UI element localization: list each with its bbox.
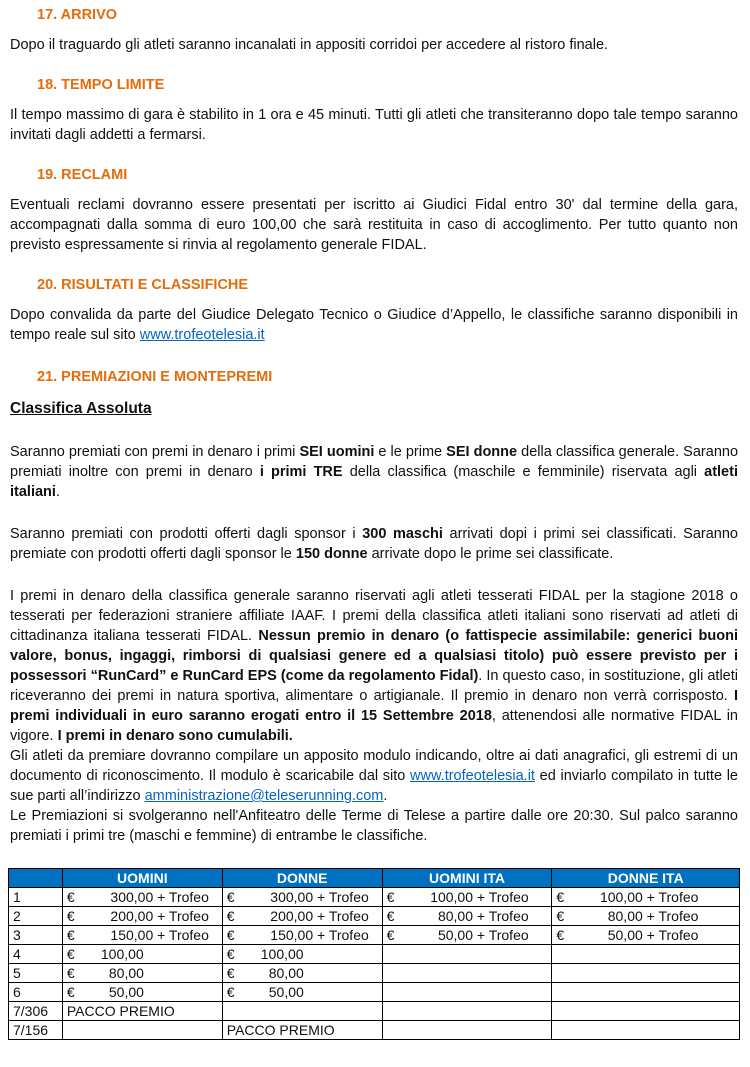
section-18-text: Il tempo massimo di gara è stabilito in 1 ora e 45 minuti. Tutti gli atleti che transiteranno dopo tale tempo saranno invitati dagli addetti a fermarsi.	[10, 107, 738, 143]
table-cell-prize	[382, 945, 552, 964]
table-cell-prize	[552, 926, 740, 945]
prize-label: PACCO PREMIO	[226, 1022, 335, 1038]
table-cell-prize	[552, 983, 740, 1002]
table-cell-prize	[222, 964, 382, 983]
euro-sign: €	[226, 889, 235, 905]
p3-bold-2: I premi individuali in euro saranno erogati entro il 15 Settembre 2018	[10, 688, 738, 724]
prize-amount: 300,00 + Trofeo	[110, 889, 209, 905]
p1-bold-3: i primi TRE	[259, 464, 343, 480]
table-cell-prize	[222, 907, 382, 926]
table-row	[9, 926, 740, 945]
p2-text-d: arrivate dopo le prime sei classificate.	[367, 546, 614, 562]
section-17-text: Dopo il traguardo gli atleti saranno incanalati in appositi corridoi per accedere al ristoro finale.	[10, 37, 609, 53]
table-cell-prize	[552, 945, 740, 964]
table-cell-prize	[382, 1021, 552, 1040]
table-row	[9, 983, 740, 1002]
p1-text-c: e le prime	[374, 444, 447, 460]
table-cell-prize	[382, 888, 552, 907]
p3-bold-3: I premi in denaro sono cumulabili.	[57, 728, 293, 744]
prize-amount: 200,00 + Trofeo	[110, 908, 209, 924]
table-cell-prize	[222, 926, 382, 945]
section-19-title: 19. RECLAMI	[37, 167, 128, 183]
table-cell-prize	[552, 964, 740, 983]
euro-sign: €	[226, 984, 235, 1000]
euro-sign: €	[556, 889, 565, 905]
paragraph-1	[10, 442, 738, 502]
euro-sign: €	[66, 965, 75, 981]
table-cell-prize	[552, 1021, 740, 1040]
prize-amount: 100,00 + Trofeo	[430, 889, 529, 905]
p2-bold-1: 300 maschi	[362, 526, 443, 542]
paragraph-2	[10, 524, 738, 564]
table-cell-prize	[62, 1002, 222, 1021]
header-empty	[9, 869, 63, 888]
section-20-text	[10, 305, 738, 345]
prize-amount: 100,00	[100, 946, 144, 962]
prize-table	[8, 868, 740, 1040]
table-cell-prize	[552, 907, 740, 926]
table-cell-position: 7/156	[9, 1021, 63, 1040]
euro-sign: €	[66, 927, 75, 943]
table-row	[9, 945, 740, 964]
prize-amount: 50,00 + Trofeo	[437, 927, 529, 943]
table-cell-prize	[382, 983, 552, 1002]
header-uomini-ita: UOMINI ITA	[382, 869, 552, 888]
p1-bold-4: atleti italiani	[10, 464, 738, 500]
p2-text-a: Saranno premiati con prodotti offerti dagli sponsor i	[10, 526, 363, 542]
table-cell-position: 3	[9, 926, 63, 945]
table-cell-prize	[222, 945, 382, 964]
table-cell-prize	[382, 926, 552, 945]
table-cell-prize	[222, 888, 382, 907]
prize-amount: 150,00 + Trofeo	[110, 927, 209, 943]
trofeotelesia-link[interactable]: www.trofeotelesia.it	[139, 327, 265, 343]
p1-text-f: .	[55, 484, 60, 500]
section-17-title: 17. ARRIVO	[37, 7, 118, 23]
header-donne: DONNE	[222, 869, 382, 888]
table-cell-prize	[222, 1021, 382, 1040]
euro-sign: €	[66, 889, 75, 905]
prize-amount: 80,00 + Trofeo	[437, 908, 529, 924]
table-cell-prize	[62, 926, 222, 945]
table-cell-prize	[552, 1002, 740, 1021]
prize-amount: 50,00	[268, 984, 304, 1000]
prize-amount: 50,00 + Trofeo	[607, 927, 699, 943]
table-cell-prize	[62, 907, 222, 926]
p1-text-d: della classifica generale. Saranno premiati inoltre con premi in denaro	[10, 444, 739, 480]
header-donne-ita: DONNE ITA	[552, 869, 740, 888]
trofeotelesia-link-2[interactable]: www.trofeotelesia.it	[410, 768, 535, 784]
table-row	[9, 907, 740, 926]
p4-text-b: ed inviarlo compilato in tutte le sue parti all’indirizzo	[10, 768, 738, 804]
section-18-title: 18. TEMPO LIMITE	[37, 77, 165, 93]
p1-text-e: della classifica (maschile e femminile) riservata agli	[342, 464, 705, 480]
p3-bold-1: Nessun premio in denaro (o fattispecie assimilabile: generici buoni valore, bonus, ingaggi, rimborsi di qualsiasi genere ed a qualsiasi titolo) può essere previsto per i possessori “RunCard” e RunCard EPS (come da regolamento Fidal)	[10, 628, 738, 684]
p3-text-a: I premi in denaro della classifica generale saranno riservati agli atleti tesserati FIDAL per la stagione 2018 o tesserati per federazioni straniere affiliate IAAF. I premi della classifica atleti italiani sono riservati ad atleti di cittadinanza italiana tesserati FIDAL.	[10, 588, 738, 644]
prize-amount: 100,00 + Trofeo	[599, 889, 699, 905]
section-20-title: 20. RISULTATI E CLASSIFICHE	[37, 277, 249, 293]
p4-text-a: Gli atleti da premiare dovranno compilare un apposito modulo indicando, oltre ai dati anagrafici, gli estremi di un documento di riconoscimento. Il modulo è scaricabile dal sito	[10, 748, 738, 784]
table-cell-prize	[382, 1002, 552, 1021]
p3-text-d: , attenendosi alle normative FIDAL in vigore.	[10, 708, 738, 744]
euro-sign: €	[556, 927, 565, 943]
table-cell-prize	[62, 888, 222, 907]
prize-amount: 80,00 + Trofeo	[607, 908, 699, 924]
p1-bold-2: SEI donne	[446, 444, 518, 460]
table-cell-prize	[552, 888, 740, 907]
table-row	[9, 1021, 740, 1040]
table-cell-prize	[222, 1002, 382, 1021]
prize-label: PACCO PREMIO	[66, 1003, 175, 1019]
paragraph-5: Le Premiazioni si svolgeranno nell'Anfiteatro delle Terme di Telese a partire dalle ore 20:30. Sul palco saranno premiati i primi tre (maschi e femmine) di entrambe le classifiche.	[10, 808, 738, 844]
table-cell-position: 6	[9, 983, 63, 1002]
table-row	[9, 888, 740, 907]
euro-sign: €	[226, 908, 235, 924]
euro-sign: €	[66, 908, 75, 924]
table-cell-prize	[382, 907, 552, 926]
table-cell-prize	[62, 964, 222, 983]
p1-bold-1: SEI uomini	[299, 444, 375, 460]
table-cell-prize	[62, 1021, 222, 1040]
p2-bold-2: 150 donne	[295, 546, 368, 562]
p4-text-c: .	[383, 788, 388, 804]
email-link[interactable]: amministrazione@teleserunning.com	[144, 788, 384, 804]
p1-text-a: Saranno premiati con premi in denaro i primi	[10, 444, 300, 460]
prize-amount: 80,00	[268, 965, 304, 981]
table-cell-prize	[62, 945, 222, 964]
table-cell-prize	[62, 983, 222, 1002]
paragraph-4	[10, 746, 738, 806]
euro-sign: €	[226, 927, 235, 943]
euro-sign: €	[386, 889, 395, 905]
p3-text-c: . In questo caso, in sostituzione, gli atleti riceveranno dei premi in natura sportiva, alimentare o artigianale. Il premio in denaro non verrà corrisposto.	[10, 668, 738, 704]
section-19-text: Eventuali reclami dovranno essere presentati per iscritto ai Giudici Fidal entro 30' dal termine della gara, accompagnati dalla somma di euro 100,00 che sarà restituita in caso di accoglimento. Per tutto quanto non previsto espressamente si rinvia al regolamento generale FIDAL.	[10, 197, 738, 253]
prize-amount: 300,00 + Trofeo	[270, 889, 369, 905]
paragraph-3	[10, 586, 738, 746]
table-cell-position: 7/306	[9, 1002, 63, 1021]
euro-sign: €	[386, 908, 395, 924]
table-cell-position: 5	[9, 964, 63, 983]
prize-amount: 50,00	[108, 984, 144, 1000]
table-row	[9, 1002, 740, 1021]
table-cell-position: 2	[9, 907, 63, 926]
prize-amount: 100,00	[260, 946, 304, 962]
euro-sign: €	[66, 946, 75, 962]
table-cell-position: 1	[9, 888, 63, 907]
euro-sign: €	[66, 984, 75, 1000]
prize-amount: 150,00 + Trofeo	[270, 927, 369, 943]
classifica-assoluta-title: Classifica Assoluta	[10, 400, 152, 417]
p2-text-c: arrivati dopi i primi sei classificati. Saranno premiate con prodotti offerti dagli sponsor le	[10, 526, 739, 562]
euro-sign: €	[226, 965, 235, 981]
table-cell-position: 4	[9, 945, 63, 964]
prize-amount: 200,00 + Trofeo	[270, 908, 369, 924]
section-21-title: 21. PREMIAZIONI E MONTEPREMI	[37, 369, 273, 385]
prize-table-header-row	[9, 869, 740, 888]
table-cell-prize	[222, 983, 382, 1002]
euro-sign: €	[556, 908, 565, 924]
table-row	[9, 964, 740, 983]
header-uomini: UOMINI	[62, 869, 222, 888]
euro-sign: €	[226, 946, 235, 962]
table-cell-prize	[382, 964, 552, 983]
euro-sign: €	[386, 927, 395, 943]
section-20-body: Dopo convalida da parte del Giudice Delegato Tecnico o Giudice d’Appello, le classifiche saranno disponibili in tempo reale sul sito	[10, 307, 738, 343]
prize-amount: 80,00	[108, 965, 144, 981]
